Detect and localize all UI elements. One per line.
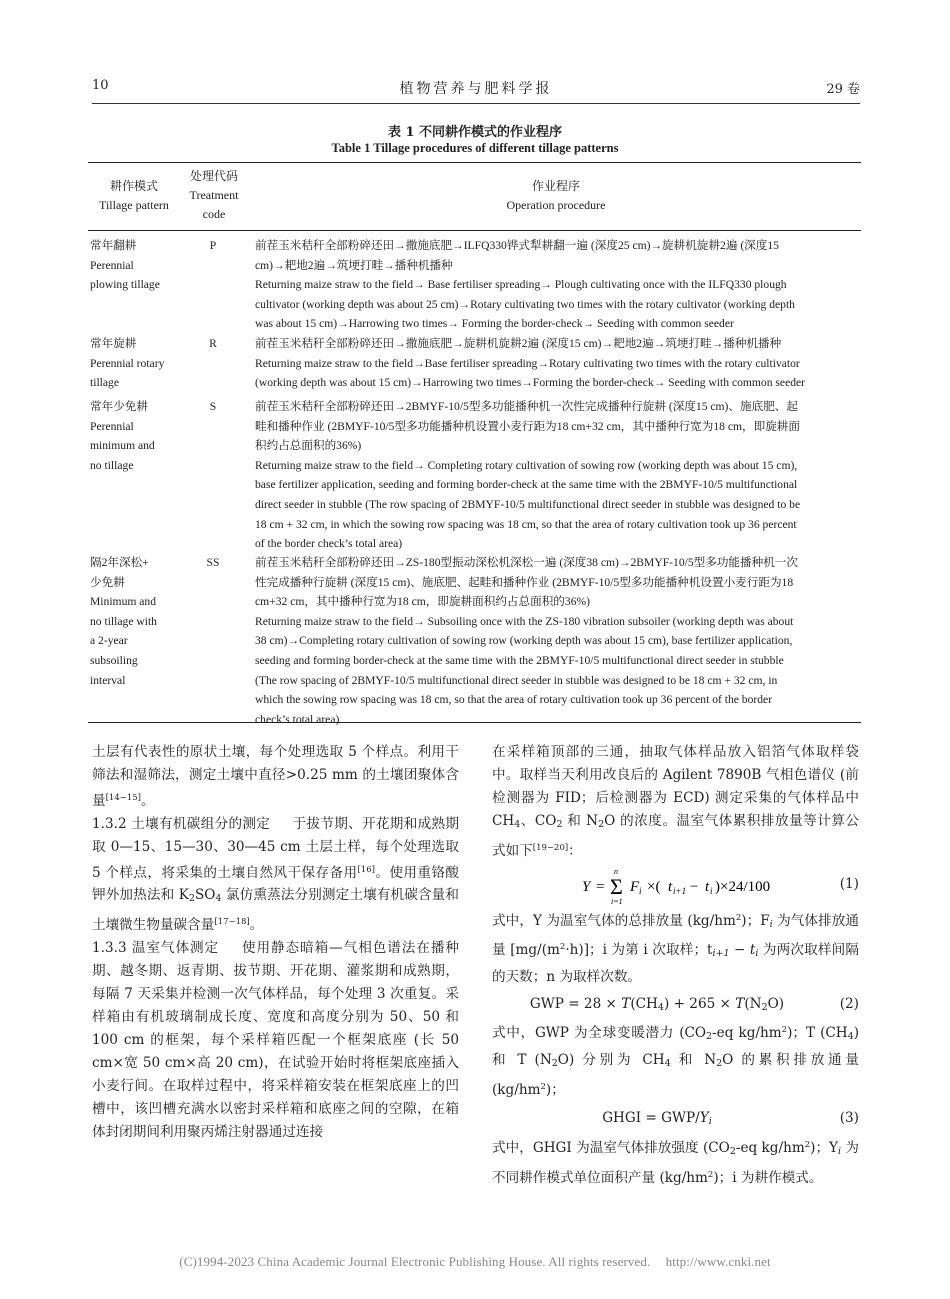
paragraph-gas-sampling: 在采样箱顶部的三通，抽取气体样品放入铝箔气体取样袋中。取样当天利用改良后的 Agilent 7890B 气相色谱仪 (前检测器为 FID；后检测器为 ECD) 测定采集的气体样品中 $CH_4$、$CO_2$ 和 $N_2O$ 的浓度。温室气体累积排放量等计算公式如下[19−20]： bbox=[492, 744, 860, 859]
header-operation-procedure: 作业程序 Operation procedure bbox=[506, 179, 606, 212]
eq1-eq: = bbox=[596, 878, 605, 895]
equation-1-number: (1) bbox=[839, 875, 859, 892]
header-rule bbox=[92, 103, 860, 104]
eq1-sum-bottom: i=1 bbox=[611, 896, 623, 906]
table-row-r-procedure: 前茬玉米秸秆全部粉碎还田→撒施底肥→旋耕机旋耕2遍 (深度15 cm)→耙地2遍→筑埂打畦→播种机播种 Returning maize straw to the field→Base fertiliser spreading→Rotary cultivating two times with the rotary cultivator (working depth was about 15 cm)→Harrowing two times→Forming the border-check→ Seeding with common seeder bbox=[255, 337, 806, 390]
citation: [17−18] bbox=[214, 917, 250, 928]
equation-1-description: 式中，Y 为温室气体的总排放量 $(kg/hm^2)$；$F_i$ 为气体排放通量 $[mg/(m^2\cdot h)]$；i 为第 i 次取样；$t_{i+1} - t_i$ 为两次取样间隔的天数；n 为取样次数。 bbox=[492, 912, 859, 986]
eq1-t1-sub: i+1 bbox=[673, 885, 687, 896]
table-row-ss-procedure: 前茬玉米秸秆全部粉碎还田→ZS-180型振动深松机深松一遍 (深度38 cm)→2BMYF-10/5型多功能播种机一次 性完成播种行旋耕 (深度15 cm)、施底肥、起畦和播种作业 (2BMYF-10/5型多功能播种机设置小麦行距为18 cm+32 cm，其中播种行宽为18 cm，即旋耕面积约占总面积的36%) Returning maize straw to the field→ Subsoiling once with the ZS-180 vibration subsoiler (working depth was about 38 cm)→Completing rotary cultivation of sowing row (working depth was about 15 cm), base fertilizer application, seeding and forming border-check at the same time with the 2BMYF-10/5 multifunctional direct seeder in stubble (The row spacing of 2BMYF-10/5 multifunctional direct seeder in stubble was designed to be 18 cm + 32 cm, in which the sowing row spacing was 18 cm, so that the area of rotary cultivation took up 36 percent of the border check’s total area) bbox=[255, 556, 798, 726]
table-row-p-code: P bbox=[209, 239, 217, 252]
right-text-column bbox=[492, 741, 859, 1190]
eq1-sigma: Σ bbox=[610, 873, 623, 899]
volume-label: 29 卷 bbox=[826, 82, 860, 97]
eq1-t2: t bbox=[705, 878, 710, 895]
eq1-sum-top: n bbox=[614, 866, 618, 876]
copyright-text: (C)1994-2023 China Academic Journal Electronic Publishing House. All rights reserved. bbox=[179, 1254, 651, 1269]
running-header bbox=[92, 78, 860, 100]
table-row-r-pattern: 常年旋耕 Perennial rotary tillage bbox=[90, 337, 165, 390]
equation-3-number: (3) bbox=[839, 1109, 859, 1126]
section-1-3-3: 1.3.3 温室气体测定 使用静态暗箱—气相色谱法在播种期、越冬期、返青期、拔节期、开花期、灌浆期和成熟期，每隔 7 天采集并检测一次气体样品，每个处理 3 次重复。采样箱由有机玻璃制成长度、宽度和高度分别为 50、50 和 100 cm 的框架，每个采样箱匹配一个框架底座 (长 50 cm×宽 50 cm×高 20 cm)，在试验开始时将框架底座插入小麦行间。在取样过程中，将采样箱安装在框架底座上的凹槽中，该凹槽充满水以密封采样箱和底座之间的空隙，在箱体封闭期间利用聚丙烯注射器通过连接 bbox=[92, 940, 459, 1140]
table-row-ss-pattern: 隔2年深松+ 少免耕 Minimum and no tillage with a 2-year subsoiling interval bbox=[90, 556, 157, 687]
eq1-y: Y bbox=[582, 878, 591, 895]
citation: [19−20] bbox=[532, 842, 569, 853]
copyright-footer bbox=[0, 1254, 950, 1270]
equation-2-description: 式中，GWP 为全球变暖潜力 ($CO_2-eq$ $kg/hm^2$)；T $(CH_4)$ 和 T $(N_2O)$ 分别为 $CH_4$ 和 $N_2O$ 的累积排放通量 $(kg/hm^2)$； bbox=[492, 1025, 859, 1099]
eq1-rest: )×24/100 bbox=[715, 878, 771, 895]
table-row-s-pattern: 常年少免耕 Perennial minimum and no tillage bbox=[90, 400, 155, 472]
table-row-r-code: R bbox=[209, 337, 217, 350]
equation-2-number: (2) bbox=[839, 996, 859, 1013]
table-row-p-procedure: 前茬玉米秸秆全部粉碎还田→撒施底肥→ILFQ330铧式犁耕翻一遍 (深度25 cm)→旋耕机旋耕2遍 (深度15 cm)→耙地2遍→筑埂打畦→播种机播种 Returning maize straw to the field→ Base fertiliser spreading→ Plough cultivating once with the ILFQ330 plough cultivator (working depth was about 25 cm)→Rotary cultivating two times with the rotary cultivator (working depth was about 15 cm)→Harrowing two times→ Forming the border-check→ Seeding with common seeder bbox=[255, 239, 795, 331]
eq1-t1: t bbox=[668, 878, 673, 895]
eq1-f: F bbox=[630, 878, 640, 895]
equation-3 bbox=[492, 1102, 859, 1134]
table-caption-en: Table 1 Tillage procedures of different tillage patterns bbox=[331, 141, 619, 155]
equation-2-formula: GWP = $28 \times T(CH_4) + 265 \times T(N_2O)$ bbox=[529, 996, 785, 1014]
table-row-ss-code: SS bbox=[206, 556, 220, 569]
table-row-s-code: S bbox=[209, 400, 217, 413]
table-caption-cn: 表 1 不同耕作模式的作业程序 bbox=[387, 125, 563, 140]
section-heading: 1.3.3 温室气体测定 bbox=[92, 940, 220, 957]
table-row-p-pattern: 常年翻耕 Perennial plowing tillage bbox=[90, 239, 160, 292]
eq1-f-sub: i bbox=[639, 885, 642, 896]
table-header-rule bbox=[88, 230, 861, 231]
equation-2 bbox=[492, 989, 859, 1019]
journal-title: 植物营养与肥料学报 bbox=[399, 81, 553, 97]
header-tillage-pattern: 耕作模式 Tillage pattern bbox=[99, 179, 169, 212]
equation-1 bbox=[492, 863, 859, 907]
paragraph-soil-aggregate: 土层有代表性的原状土壤，每个处理选取 5 个样点。利用干筛法和湿筛法，测定土壤中直径>0.25 mm 的土壤团聚体含量[14−15]。 bbox=[92, 744, 459, 809]
footer-url[interactable]: http://www.cnki.net bbox=[665, 1254, 771, 1269]
equation-3-formula: GHGI = GWP/$Y_i$ bbox=[602, 1109, 712, 1127]
section-1-3-2: 1.3.2 土壤有机碳组分的测定 于拔节期、开花期和成熟期取 0—15、15—30、30—45 cm 土层土样，每个处理选取 5 个样点，将采集的土壤自然风干保存备用[16]。使用重铬酸钾外加热法和 $K_2SO_4$ 氯仿熏蒸法分别测定土壤有机碳含量和土壤微生物量碳含量[17−18]。 bbox=[92, 815, 460, 934]
table-row-s-procedure: 前茬玉米秸秆全部粉碎还田→2BMYF-10/5型多功能播种机一次性完成播种行旋耕 (深度15 cm)、施底肥、起 畦和播种作业 (2BMYF-10/5型多功能播种机设置小麦行距为18 cm+32 cm，其中播种行宽为18 cm，即旋耕面 积约占总面积的36%) Returning maize straw to the field→ Completing rotary cultivation of sowing row (working depth was about 15 cm), base fertilizer application, seeding and forming border-check at the same time with the 2BMYF-10/5 multifunctional direct seeder in stubble (The row spacing of 2BMYF-10/5 multifunctional direct seeder in stubble was designed to be 18 cm + 32 cm, in which the sowing row spacing was 18 cm, so that the area of rotary cultivation took up 36 percent of the border check’s total area) bbox=[255, 400, 801, 551]
citation: [16] bbox=[357, 864, 375, 875]
table-top-rule bbox=[88, 162, 861, 163]
eq1-t2-sub: i bbox=[710, 885, 713, 896]
citation: [14−15] bbox=[105, 792, 141, 803]
equation-3-description: 式中，GHGI 为温室气体排放强度 ($CO_2-eq$ $kg/hm^2$)；$Y_i$ 为不同耕作模式单位面积产量 $(kg/hm^2)$；i 为耕作模式。 bbox=[492, 1139, 859, 1186]
header-treatment-code: 处理代码 Treatment code bbox=[189, 169, 239, 221]
eq1-minus: − bbox=[690, 878, 699, 895]
eq1-times1: ×( bbox=[647, 878, 661, 895]
equation-1-formula bbox=[492, 863, 859, 907]
left-text-column bbox=[92, 741, 459, 1143]
page-number: 10 bbox=[92, 78, 109, 93]
section-heading: 1.3.2 土壤有机碳组分的测定 bbox=[92, 815, 271, 832]
